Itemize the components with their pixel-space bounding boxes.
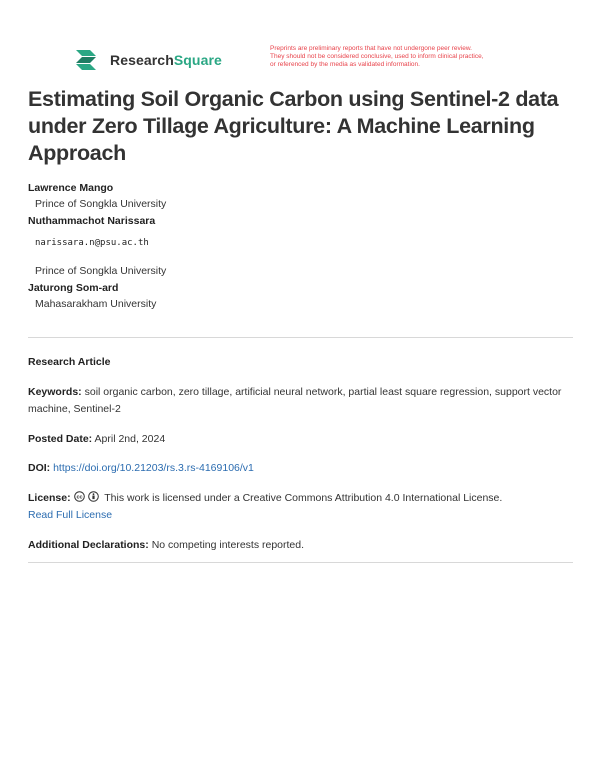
article-type-label: Research Article [28,356,111,368]
author-email[interactable]: narissara.n@psu.ac.th [35,238,149,248]
divider [28,562,573,563]
author-name: Lawrence Mango [28,182,114,194]
brand-name-part1: Research [110,52,174,68]
license-label: License: [28,492,71,504]
read-full-license-link[interactable]: Read Full License [28,509,113,521]
license [28,490,573,524]
cc-icon [74,491,85,502]
disclaimer-line: Preprints are preliminary reports that have not undergone peer review. [270,45,472,52]
disclaimer-line: They should not be considered conclusive, used to inform clinical practice, [270,53,484,60]
research-square-logo-icon [74,48,104,72]
declarations-value: No competing interests reported. [151,539,305,551]
divider [28,337,573,338]
header [0,0,600,80]
cc-by-icon [88,491,99,502]
license-text: This work is licensed under a Creative Commons Attribution 4.0 International License. [104,492,503,504]
brand-name [110,52,222,68]
keywords [28,384,573,418]
paper-title: Estimating Soil Organic Carbon using Sentinel-2 data under Zero Tillage Agriculture: A Machine Learning Approach [28,87,559,165]
declarations-label: Additional Declarations: [28,539,149,551]
author-affiliation: Prince of Songkla University [35,198,167,210]
disclaimer-line: or referenced by the media as validated information. [270,61,420,68]
doi-link[interactable]: https://doi.org/10.21203/rs.3.rs-4169106/v1 [53,462,254,474]
research-square-logo[interactable] [74,48,222,72]
author-name: Nuthammachot Narissara [28,215,156,227]
preprint-disclaimer [270,45,550,69]
author-affiliation: Mahasarakham University [35,298,157,310]
article-type [28,354,573,371]
brand-name-part2: Square [173,52,222,68]
doi [28,460,573,477]
author-affiliation: Prince of Songkla University [35,265,167,277]
posted-date-value: April 2nd, 2024 [94,433,166,445]
keywords-label: Keywords: [28,386,82,398]
author-list [28,180,568,313]
additional-declarations [28,537,573,554]
svg-text:cc: cc [75,494,83,501]
keywords-value: soil organic carbon, zero tillage, artificial neural network, partial least square regression, support vector machine, Sentinel-2 [28,386,562,415]
posted-date [28,431,573,448]
author-name: Jaturong Som-ard [28,282,119,294]
doi-label: DOI: [28,462,51,474]
posted-date-label: Posted Date: [28,433,93,445]
